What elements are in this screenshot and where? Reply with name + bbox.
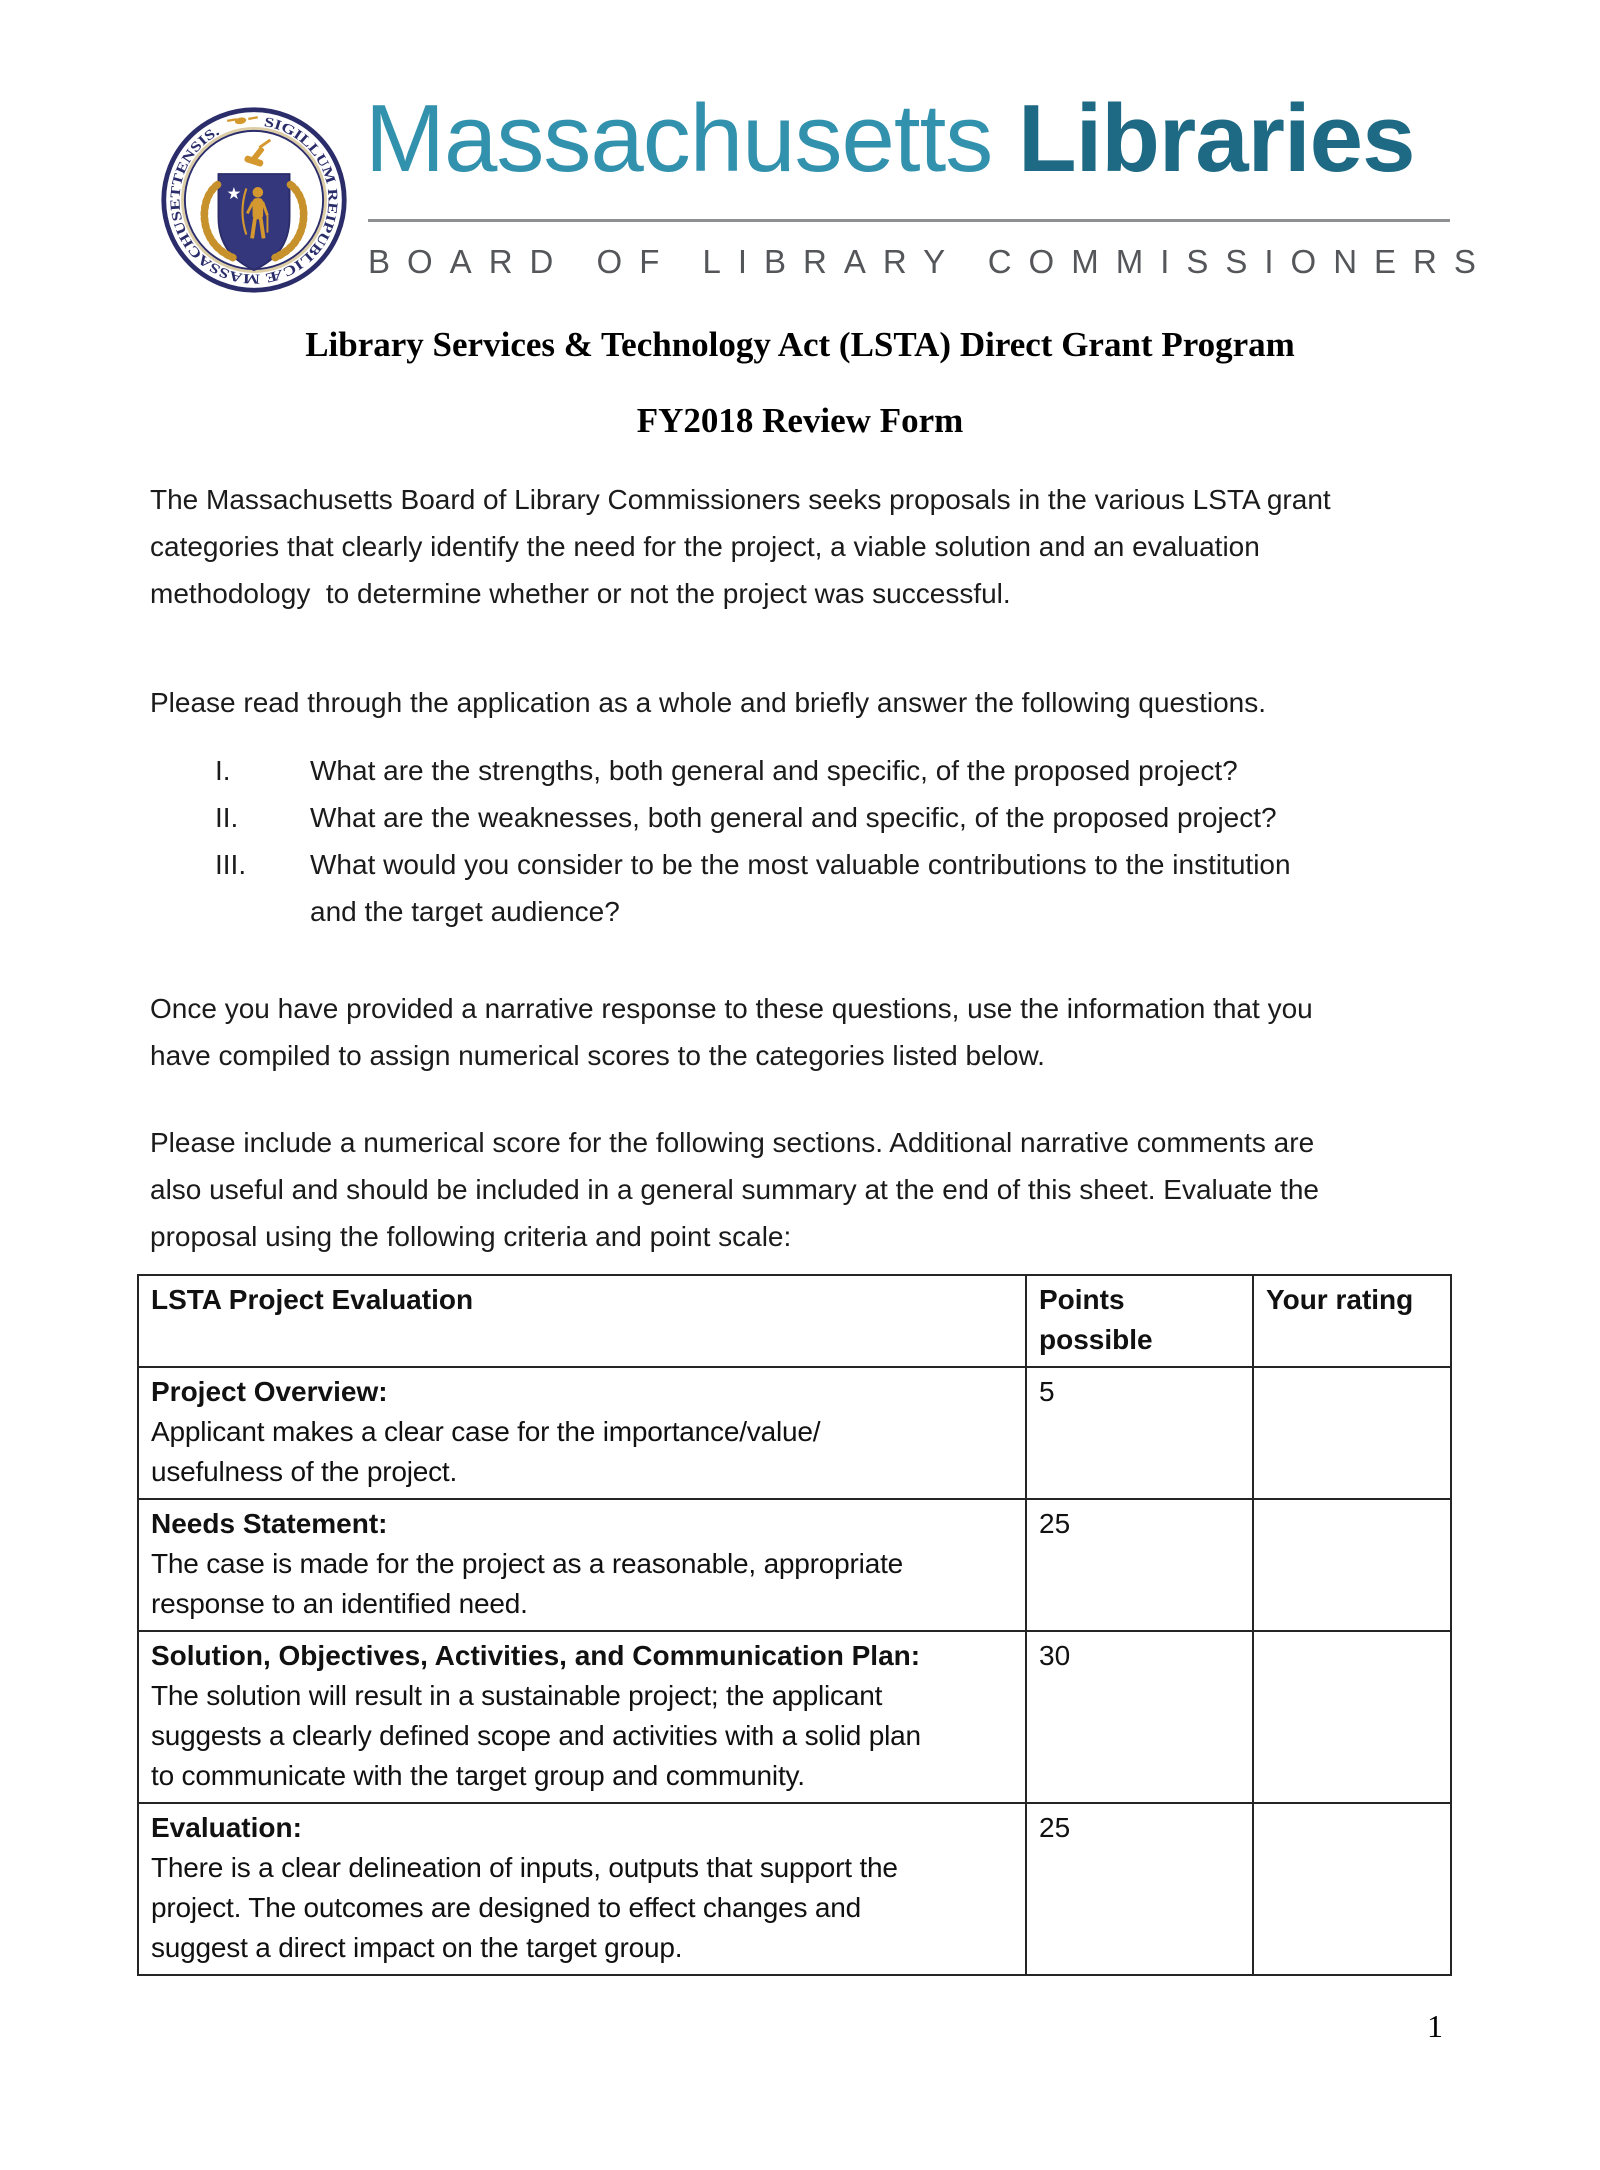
text-line: The solution will result in a sustainable project; the applicant [151,1680,883,1711]
document-subtitle: FY2018 Review Form [636,401,964,440]
list-item [150,747,1450,794]
criterion-needs-statement [138,1499,1026,1631]
text-line: suggest a direct impact on the target group. [151,1932,683,1963]
points-possible-value: 25 [1026,1803,1253,1975]
text-line: response to an identified need. [151,1588,528,1619]
criterion-title: Needs Statement: [151,1508,388,1539]
document-title: Library Services & Technology Act (LSTA) Direct Grant Program [305,325,1295,364]
text-line: also useful and should be included in a general summary at the end of this sheet. Evaluate the [150,1174,1319,1205]
table-row [138,1499,1451,1631]
text-line: suggests a clearly defined scope and activities with a solid plan [151,1720,921,1751]
points-possible-value: 30 [1026,1631,1253,1803]
criterion-title: Project Overview: [151,1376,388,1407]
your-rating-cell[interactable] [1253,1367,1451,1499]
column-header-your-rating: Your rating [1253,1275,1451,1367]
text-line: and the target audience? [310,896,620,927]
your-rating-cell[interactable] [1253,1499,1451,1631]
text-line: usefulness of the project. [151,1456,458,1487]
criterion-solution-plan [138,1631,1026,1803]
column-header-points-possible: Points possible [1026,1275,1253,1367]
list-numeral: II. [215,802,239,833]
column-header-evaluation: LSTA Project Evaluation [138,1275,1026,1367]
text-line: methodology to determine whether or not the project was successful. [150,578,1011,609]
criterion-title: Solution, Objectives, Activities, and Communication Plan: [151,1640,921,1671]
intro-paragraph-2 [150,679,1450,726]
criterion-evaluation [138,1803,1026,1975]
text-line: categories that clearly identify the need for the project, a viable solution and an evaluation [150,531,1260,562]
logo-massachusetts: Massachusetts [365,85,1018,192]
text-line: Once you have provided a narrative response to these questions, use the information that you [150,993,1313,1024]
intro-paragraph-1 [150,476,1450,617]
table-row [138,1803,1451,1975]
text-line: Applicant makes a clear case for the importance/value/ [151,1416,821,1447]
text-line: What would you consider to be the most valuable contributions to the institution [310,849,1291,880]
criterion-project-overview [138,1367,1026,1499]
table-row [138,1631,1451,1803]
text-line: project. The outcomes are designed to effect changes and [151,1892,862,1923]
page-number: 1 [1427,2008,1443,2044]
text-line: Please include a numerical score for the following sections. Additional narrative comments are [150,1127,1315,1158]
your-rating-cell[interactable] [1253,1803,1451,1975]
logo-wordmark [365,86,1414,192]
text-line: What are the strengths, both general and specific, of the proposed project? [310,755,1238,786]
list-numeral: I. [215,755,231,786]
text-line: The Massachusetts Board of Library Commissioners seeks proposals in the various LSTA grant [150,484,1331,515]
table-row [138,1367,1451,1499]
list-item [150,841,1450,935]
table-header-row [138,1275,1451,1367]
logo-libraries: Libraries [1017,85,1415,192]
intro-paragraph-3 [150,985,1450,1079]
text-line: The case is made for the project as a reasonable, appropriate [151,1548,904,1579]
seal-ring-text: SIGILLUM REIPUBLICÆ MASSACHUSETTENSIS. [168,115,340,286]
questions-list [150,747,1450,935]
document-body [150,476,1450,1976]
evaluation-table [137,1274,1452,1976]
list-item [150,794,1450,841]
text-line: to communicate with the target group and community. [151,1760,805,1791]
seal-star-icon: ★ [226,185,242,204]
logo-divider [368,219,1450,222]
intro-paragraph-4 [150,1119,1450,1260]
text-line: have compiled to assign numerical scores to the categories listed below. [150,1040,1045,1071]
criterion-title: Evaluation: [151,1812,302,1843]
list-numeral: III. [215,849,247,880]
text-line: What are the weaknesses, both general and specific, of the proposed project? [310,802,1277,833]
points-possible-value: 5 [1026,1367,1253,1499]
text-line: There is a clear delineation of inputs, outputs that support the [151,1852,898,1883]
massachusetts-state-seal-icon [158,104,350,296]
logo-subtitle: BOARD OF LIBRARY COMMISSIONERS [368,243,1493,280]
points-possible-value: 25 [1026,1499,1253,1631]
your-rating-cell[interactable] [1253,1631,1451,1803]
text-line: proposal using the following criteria and point scale: [150,1221,792,1252]
text-line: Please read through the application as a whole and briefly answer the following questions. [150,687,1267,718]
